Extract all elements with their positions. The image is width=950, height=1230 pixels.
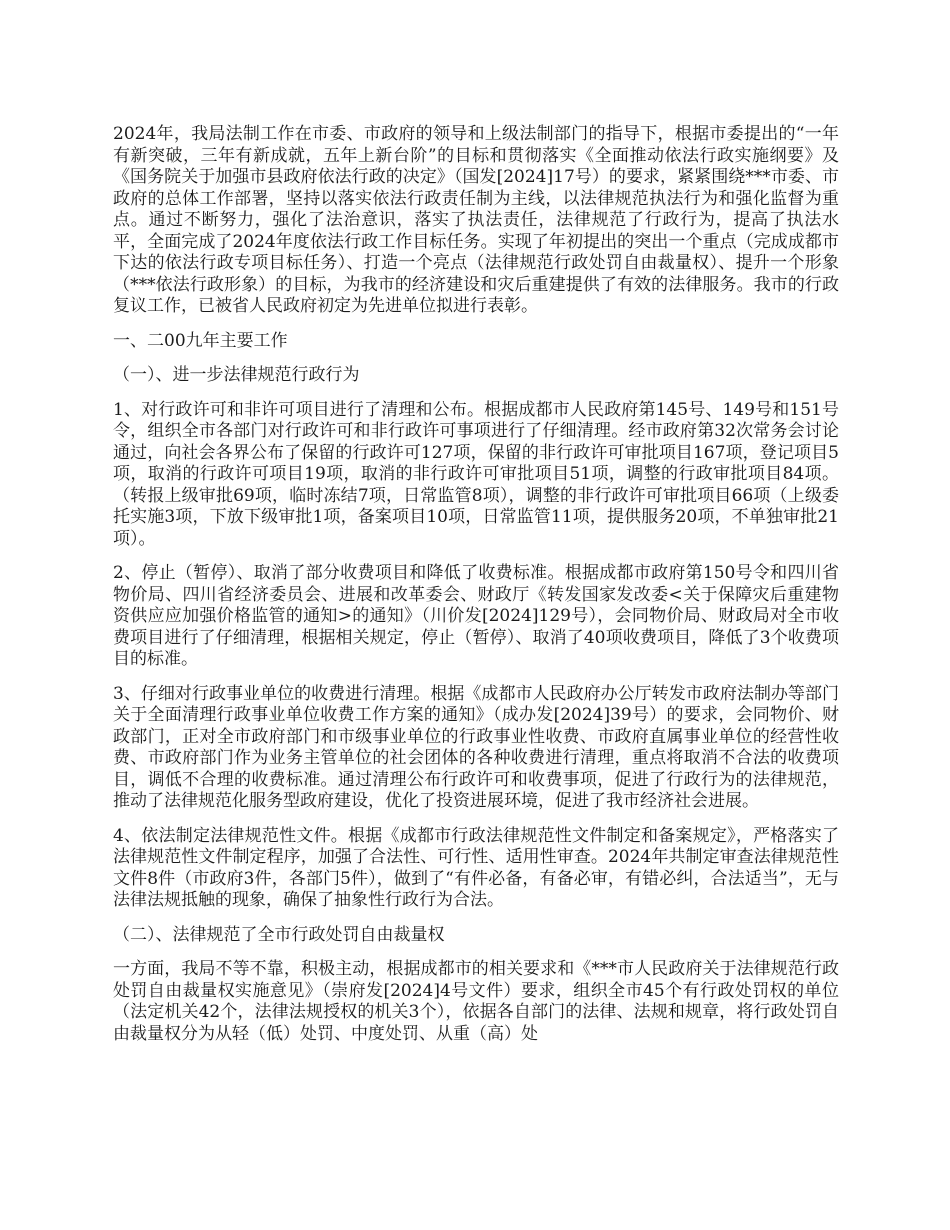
subsection-heading-1: （一）、进一步法律规范行政行为 — [113, 365, 360, 385]
intro-paragraph: 2024年，我局法制工作在市委、市政府的领导和上级法制部门的指导下，根据市委提出的“一年有新突破，三年有新成就，五年上新台阶”的目标和贯彻落实《全面推动依法行政实施纲要》及《国务院关于加强市县政府依法行政的决定》（国发[2024]17号）的要求，紧紧围绕***市委、市政府的总体工作部署，坚持以落实依法行政责任制为主线，以法律规范执法行为和强化监督为重点。通过不断努力，强化了法治意识，落实了执法责任，法律规范了行政行为，提高了执法水平，全面完成了2024年度依法行政工作目标任务。实现了年初提出的突出一个重点（完成成都市下达的依法行政专项目标任务）、打造一个亮点（法律规范行政处罚自由裁量权）、提升一个形象（***依法行政形象）的目标，为我市的经济建设和灾后重建提供了有效的法律服务。我市的行政复议工作，已被省人民政府初定为先进单位拟进行表彰。 — [113, 124, 839, 316]
document-body — [113, 124, 839, 1058]
item-paragraph-4: 4、依法制定法律规范性文件。根据《成都市行政法律规范性文件制定和备案规定》，严格落实了法律规范性文件制定程序，加强了合法性、可行性、适用性审查。2024年共制定审查法律规范性文件8件（市政府3件，各部门5件），做到了“有件必备，有备必审，有错必纠，合法适当”，无与法律法规抵触的现象，确保了抽象性行政行为合法。 — [113, 825, 839, 910]
item-paragraph-2: 2、停止（暂停）、取消了部分收费项目和降低了收费标准。根据成都市政府第150号令和四川省物价局、四川省经济委员会、进展和改革委会、财政厅《转发国家发改委<关于保障灾后重建物资供应应加强价格监管的通知>的通知》（川价发[2024]129号），会同物价局、财政局对全市收费项目进行了仔细清理，根据相关规定，停止（暂停）、取消了40项收费项目，降低了3个收费项目的标准。 — [113, 563, 839, 669]
subsection-heading-2: （二）、法律规范了全市行政处罚自由裁量权 — [113, 924, 445, 945]
section-heading-main-work: 一、二00九年主要工作 — [113, 330, 288, 351]
item-paragraph-1: 1、对行政许可和非许可项目进行了清理和公布。根据成都市人民政府第145号、149号和151号令，组织全市各部门对行政许可和非行政许可事项进行了仔细清理。经市政府第32次常务会讨论通过，向社会各界公布了保留的行政许可127项，保留的非行政许可审批项目167项，登记项目5项，取消的行政许可项目19项，取消的非行政许可审批项目51项，调整的行政审批项目84项。（转报上级审批69项，临时冻结7项，日常监管8项），调整的非行政许可审批项目66项（上级委托实施3项，下放下级审批1项，备案项目10项，日常监管11项，提供服务20项，不单独审批21项）。 — [113, 399, 839, 549]
item-paragraph-3: 3、仔细对行政事业单位的收费进行清理。根据《成都市人民政府办公厅转发市政府法制办等部门关于全面清理行政事业单位收费工作方案的通知》（成办发[2024]39号）的要求，会同物价、财政部门，正对全市政府部门和市级事业单位的行政事业性收费、市政府直属事业单位的经营性收费、市政府部门作为业务主管单位的社会团体的各种收费进行清理，重点将取消不合法的收费项目，调低不合理的收费标准。通过清理公布行政许可和收费事项，促进了行政行为的法律规范，推动了法律规范化服务型政府建设，优化了投资进展环境，促进了我市经济社会进展。 — [113, 683, 839, 811]
final-paragraph: 一方面，我局不等不靠，积极主动，根据成都市的相关要求和《***市人民政府关于法律规范行政处罚自由裁量权实施意见》（崇府发[2024]4号文件）要求，组织全市45个有行政处罚权的单位（法定机关42个，法律法规授权的机关3个），依据各自部门的法律、法规和规章，将行政处罚自由裁量权分为从轻（低）处罚、中度处罚、从重（高）处 — [113, 959, 839, 1044]
